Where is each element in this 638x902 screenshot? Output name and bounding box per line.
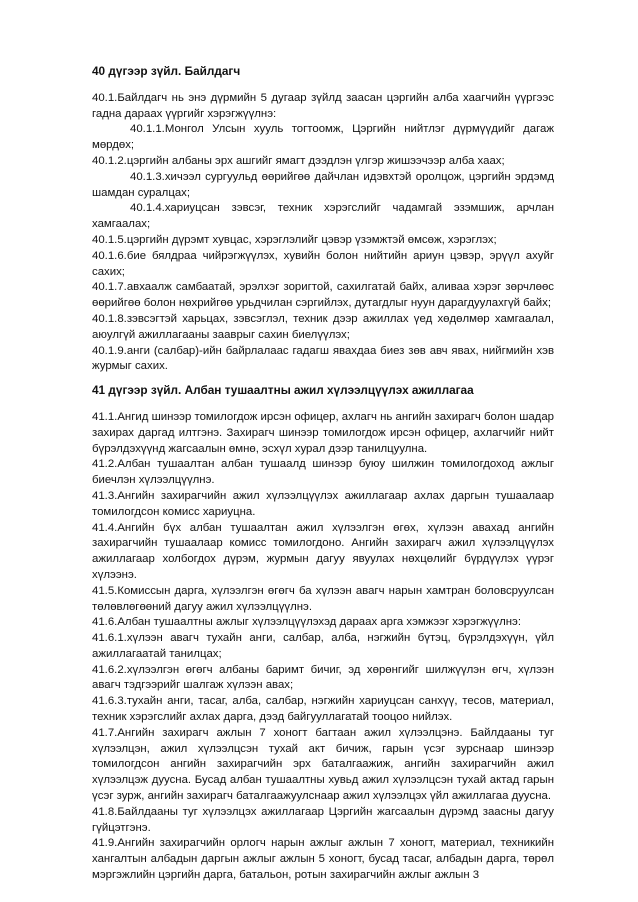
paragraph-40-1-2: 40.1.2.цэргийн албаны эрх ашгийг ямагт дээдлэн үлгэр жишээчээр алба хаах; [92,154,505,167]
paragraph-41-6-3: 41.6.3.тухайн анги, тасаг, алба, салбар, нэгжийн хариуцсан санхүү, тесов, материал, техник хэрэгслийг ахлах дарга, дээд байгууллагатай тооцоо нийлэх. [92,695,554,724]
article-40-body [92,91,554,375]
paragraph-41-1: 41.1.Ангид шинээр томилогдож ирсэн офицер, ахлагч нь ангийн захирагч болон шадар захирах даргад илтгэнэ. Захирагч шинээр томилогдож ирсэн офицер, ахлагчийг нийт бүрэлдэхүүнд жагсаалын өмнө, эсхүл хурал дээр танилцуулна. [92,410,554,455]
article-41-heading: 41 дүгээр зүйл. Албан тушаалтны ажил хүлээлцүүлэх ажиллагаа [92,383,474,398]
paragraph-41-5: 41.5.Комиссын дарга, хүлээлгэн өгөгч ба хүлээн авагч нарын хамтран боловсруулсан төлөвлөгөөний дагуу ажил хүлээлцүүлнэ. [92,584,554,613]
paragraph-40-1-3: 40.1.3.хичээл сургуульд өөрийгөө дайчлан идэвхтэй оролцож, цэргийн эрдэмд шамдан суралцах; [92,170,554,199]
paragraph-40-1: 40.1.Байлдагч нь энэ дүрмийн 5 дугаар зүйлд заасан цэргийн алба хаагчийн үүргээс гадна дараах үүргийг хэрэгжүүлнэ: [92,91,554,120]
paragraph-40-1-5: 40.1.5.цэргийн дүрэмт хувцас, хэрэглэлийг цэвэр үзэмжтэй өмсөж, хэрэглэх; [92,233,497,246]
paragraph-41-2: 41.2.Албан тушаалтан албан тушаалд шинээр буюу шилжин томилогдоход ажлыг биечлэн хүлээлцүүлнэ. [92,458,554,487]
paragraph-41-4: 41.4.Ангийн бүх албан тушаалтан ажил хүлээлгэн өгөх, хүлээн авахад ангийн захирагчийн тушаалаар комисс томилогдоно. Ангийн захирагч ажил хүлээлцүүлэх ажиллагаар холбогдох дүрэм, журмын дагуу явуулах нөхцөлийг бүрдүүлэх үүрэг хүлээнэ. [92,521,554,581]
paragraph-40-1-9: 40.1.9.анги (салбар)-ийн байрлалаас гадагш явахдаа биез зөв авч явах, нийгмийн хэв журмыг сахих. [92,344,554,373]
paragraph-41-6-1: 41.6.1.хүлээн авагч тухайн анги, салбар, алба, нэгжийн бүтэц, бүрэлдэхүүн, үйл ажиллагаатай танилцах; [92,632,554,660]
paragraph-40-1-4: 40.1.4.хариуцсан зэвсэг, техник хэрэгслийг чадамгай эзэмшиж, арчлан хамгаалах; [92,202,554,231]
paragraph-41-7: 41.7.Ангийн захирагч ажлын 7 хоногт багтаан ажил хүлээлцэнэ. Байлдааны туг хүлээлцэн, ажил хүлээлцсэн тухай акт бичиж, гарын үсэг зурснаар шинээр томилогдсон ангийн захирагчийн эрх баталгаажиж, ангийн захирагчийн ажил хүлээлцэж дууснa. Бусад албан тушаалтны хувьд ажил хүлээлцсэн тухай актад гарын үсэг зурж, ангийн захирагч баталгаажуулснаар ажил хүлээлцэх үйл ажиллагаа дууснa. [92,726,554,803]
article-40-heading: 40 дүгээр зүйл. Байлдагч [92,64,241,78]
document-page [92,64,554,884]
paragraph-41-6: 41.6.Албан тушаалтны ажлыг хүлээлцүүлэхэд дараах арга хэмжээг хэрэгжүүлнэ: [92,616,522,629]
paragraph-40-1-7: 40.1.7.авхаалж самбаатай, эрэлхэг зоригтой, сахилгатай байх, аливаа хэрэг зөрчлөөс өөрийгөө болон нөхрийгөө урьдчилан сэргийлэх, дутагдлыг нуун дарагдуулахгүй байх; [92,281,554,310]
paragraph-41-9: 41.9.Ангийн захирагчийн орлогч нарын ажлыг ажлын 7 хоногт, материал, техникийн хангалтын албадын даргын ажлыг ажлын 5 хоногт, бусад тасаг, албадын дарга, төрөл мэргэжлийн цэргийн дарга, батальон, ротын захирагчийн ажлыг ажлын 3 [92,837,554,882]
article-41-body [92,410,554,884]
paragraph-40-1-6: 40.1.6.бие бялдраа чийрэгжүүлэх, хувийн болон нийтийн ариун цэвэр, эрүүл ахуйг сахих; [92,249,554,278]
paragraph-41-8: 41.8.Байлдааны туг хүлээлцэх ажиллагаар Цэргийн жагсаалын дүрэмд заасны дагуу гүйцэтгэнэ. [92,805,554,834]
paragraph-40-1-1: 40.1.1.Монгол Улсын хууль тогтоомж, Цэргийн нийтлэг дүрмүүдийг дагаж мөрдөх; [92,123,554,152]
paragraph-41-6-2: 41.6.2.хүлээлгэн өгөгч албаны баримт бичиг, эд хөрөнгийг шилжүүлэн өгч, хүлээн авагч тэдгээрийг шалгаж хүлээн авах; [92,663,554,692]
paragraph-41-3: 41.3.Ангийн захирагчийн ажил хүлээлцүүлэх ажиллагаар ахлах даргын тушаалаар томилогдсон комисс хариуцна. [92,489,554,518]
paragraph-40-1-8: 40.1.8.зэвсэгтэй харьцах, зэвсэглэл, техник дээр ажиллах үед хөдөлмөр хамгаалал, аюулгүй ажиллагааны зааврыг сахин биелүүлэх; [92,312,554,341]
